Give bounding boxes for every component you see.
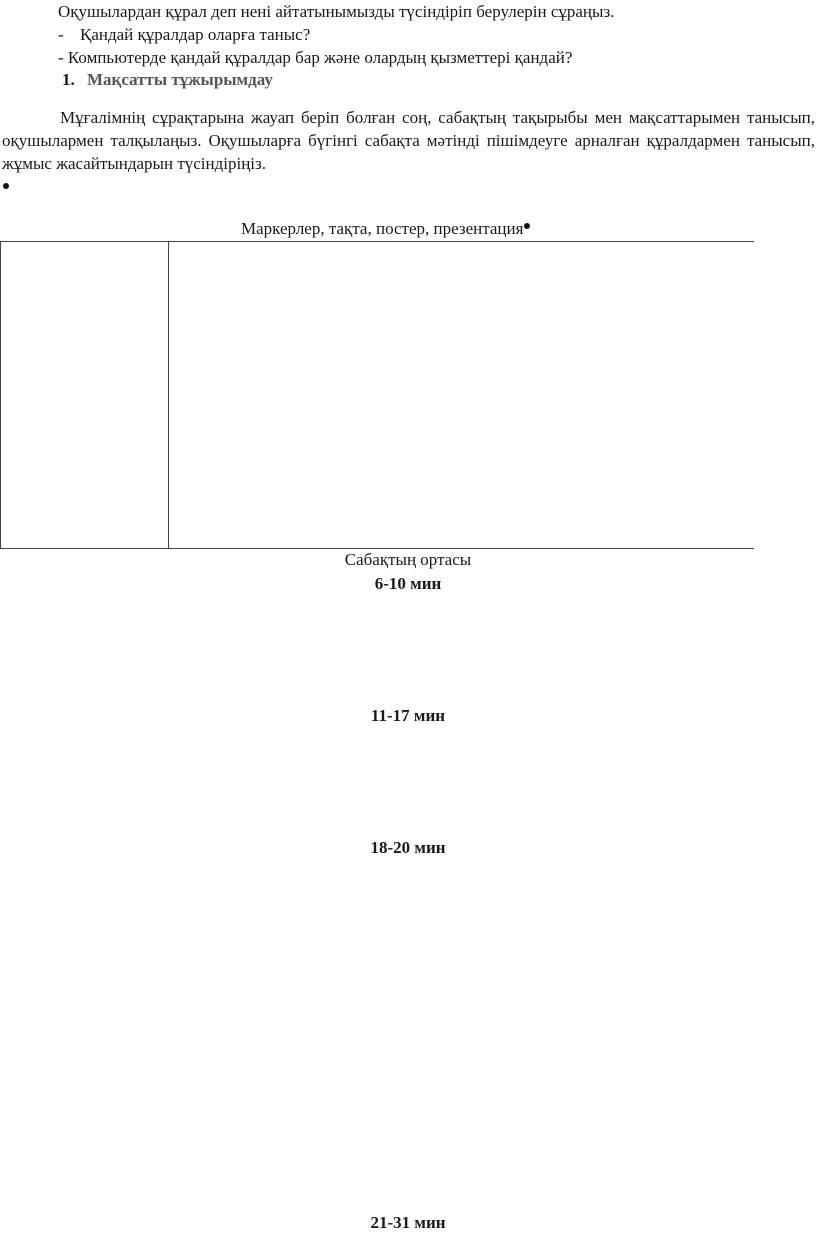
time-label: 6-10 мин (374, 574, 442, 593)
materials-text: Маркерлер, тақта, постер, презентация (241, 219, 524, 238)
section-number: 1. (62, 70, 75, 89)
time-label: 21-31 мин (370, 1213, 446, 1232)
section-heading: Мақсатты тұжырымдау (87, 70, 273, 89)
lesson-middle-title: Сабақтың ортасы (344, 550, 472, 569)
time-label: 18-20 мин (370, 838, 446, 857)
materials-line (241, 219, 529, 239)
time-label: 11-17 мин (370, 706, 446, 725)
lesson-table (0, 241, 754, 549)
bullet-icon (524, 223, 530, 229)
list-dash: - (58, 25, 64, 44)
intro-line: Оқушылардан құрал деп нені айтатынымызды түсіндіріп берулерін сұраңыз. (58, 2, 615, 21)
instruction-paragraph (2, 106, 815, 175)
question-tools-known: Қандай құралдар оларға таныс? (80, 25, 311, 44)
question-computer-tools: - Компьютерде қандай құралдар бар және олардың қызметтері қандай? (58, 48, 573, 67)
bullet-icon (3, 183, 9, 189)
paragraph-text: Мұғалімнің сұрақтарына жауап беріп болған соң, сабақтың тақырыбы мен мақсаттарымен танысып, оқушылармен талқылаңыз. Оқушыларға бүгінгі сабақта мәтінді пішімдеуге арналған құралдармен танысып, жұмыс жасайтындарын түсіндіріңіз. (2, 108, 815, 173)
table-first-column (0, 242, 169, 548)
